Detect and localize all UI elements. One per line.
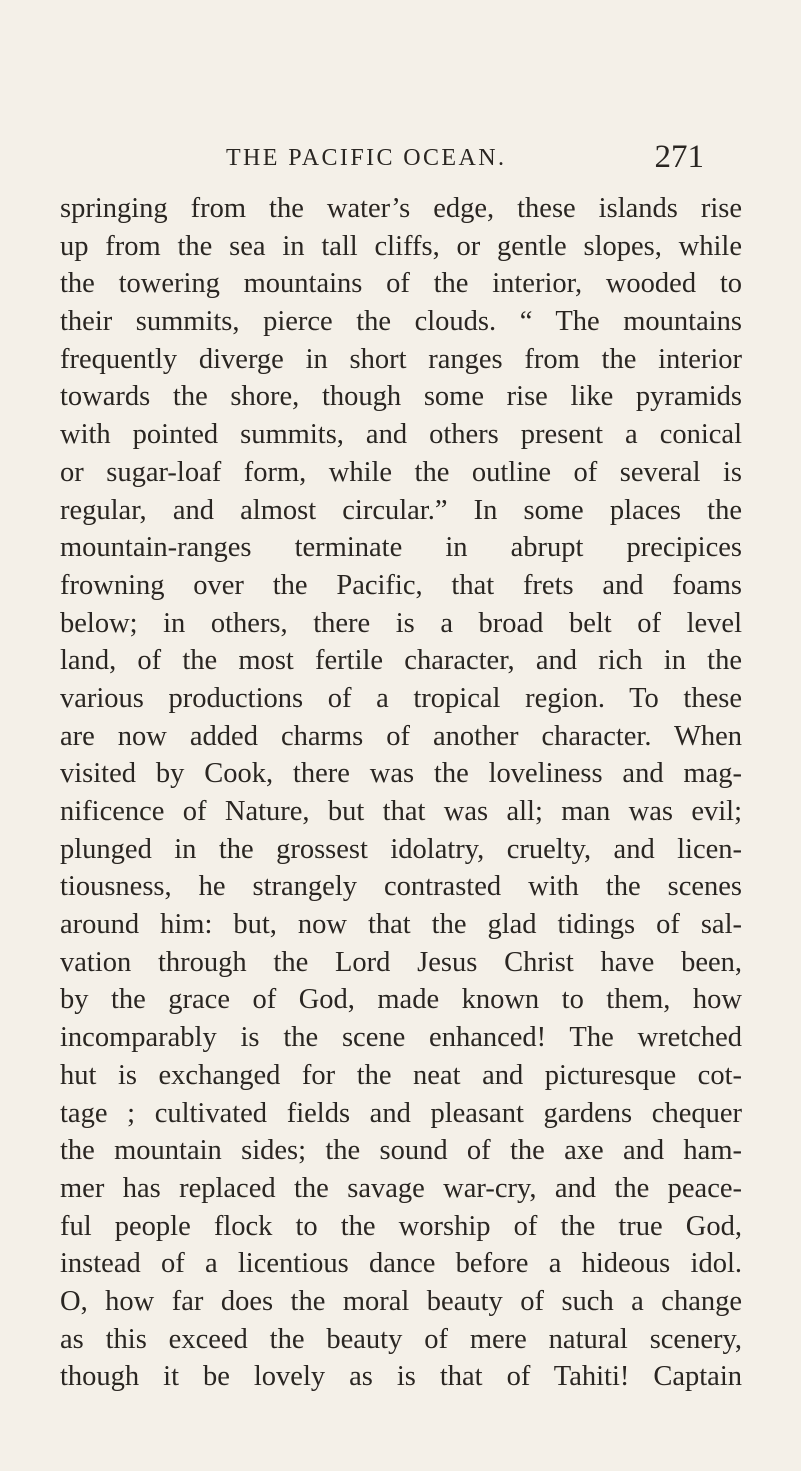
- text-line: various productions of a tropical region. To these: [60, 682, 742, 714]
- text-line: with pointed summits, and others present a conical: [60, 419, 742, 451]
- text-line: up from the sea in tall cliffs, or gentle slopes, while: [60, 230, 742, 262]
- text-line: ful people flock to the worship of the true God,: [60, 1210, 742, 1242]
- text-line: as this exceed the beauty of mere natural scenery,: [60, 1323, 742, 1355]
- text-line: plunged in the grossest idolatry, cruelty, and licen-: [60, 833, 742, 865]
- text-line: though it be lovely as is that of Tahiti! Captain: [60, 1361, 742, 1393]
- text-line: tiousness, he strangely contrasted with the scenes: [60, 871, 742, 903]
- text-line: hut is exchanged for the neat and picturesque cot-: [60, 1059, 742, 1091]
- text-line: O, how far does the moral beauty of such a change: [60, 1285, 742, 1317]
- text-line: springing from the water’s edge, these islands rise: [60, 193, 742, 224]
- text-line: towards the shore, though some rise like pyramids: [60, 381, 742, 413]
- text-line: mer has replaced the savage war-cry, and the peace-: [60, 1172, 742, 1204]
- text-line: mountain-ranges terminate in abrupt precipices: [60, 532, 742, 564]
- running-title: THE PACIFIC OCEAN.: [226, 145, 507, 171]
- text-line: below; in others, there is a broad belt of level: [60, 607, 742, 639]
- text-line: frequently diverge in short ranges from the interior: [60, 343, 742, 375]
- body-text: [60, 190, 742, 1396]
- text-line: vation through the Lord Jesus Christ have been,: [60, 946, 742, 978]
- text-line: the towering mountains of the interior, wooded to: [60, 268, 742, 300]
- text-line: incomparably is the scene enhanced! The wretched: [60, 1022, 742, 1054]
- text-line: or sugar-loaf form, while the outline of several is: [60, 456, 742, 488]
- text-line: tage ; cultivated fields and pleasant gardens chequer: [60, 1097, 742, 1129]
- text-line: visited by Cook, there was the loveliness and mag-: [60, 758, 742, 790]
- page-number: 271: [654, 139, 704, 175]
- text-line: around him: but, now that the glad tidings of sal-: [60, 909, 742, 941]
- text-line: nificence of Nature, but that was all; man was evil;: [60, 796, 742, 827]
- text-line: by the grace of God, made known to them, how: [60, 984, 742, 1016]
- text-line: their summits, pierce the clouds. “ The mountains: [60, 306, 742, 338]
- text-line: the mountain sides; the sound of the axe and ham-: [60, 1135, 742, 1167]
- running-head: [226, 139, 704, 176]
- text-line: regular, and almost circular.” In some places the: [60, 494, 742, 526]
- text-line: instead of a licentious dance before a hideous idol.: [60, 1248, 742, 1280]
- text-line: frowning over the Pacific, that frets and foams: [60, 569, 742, 601]
- text-line: land, of the most fertile character, and rich in the: [60, 645, 742, 677]
- text-line: are now added charms of another character. When: [60, 720, 742, 752]
